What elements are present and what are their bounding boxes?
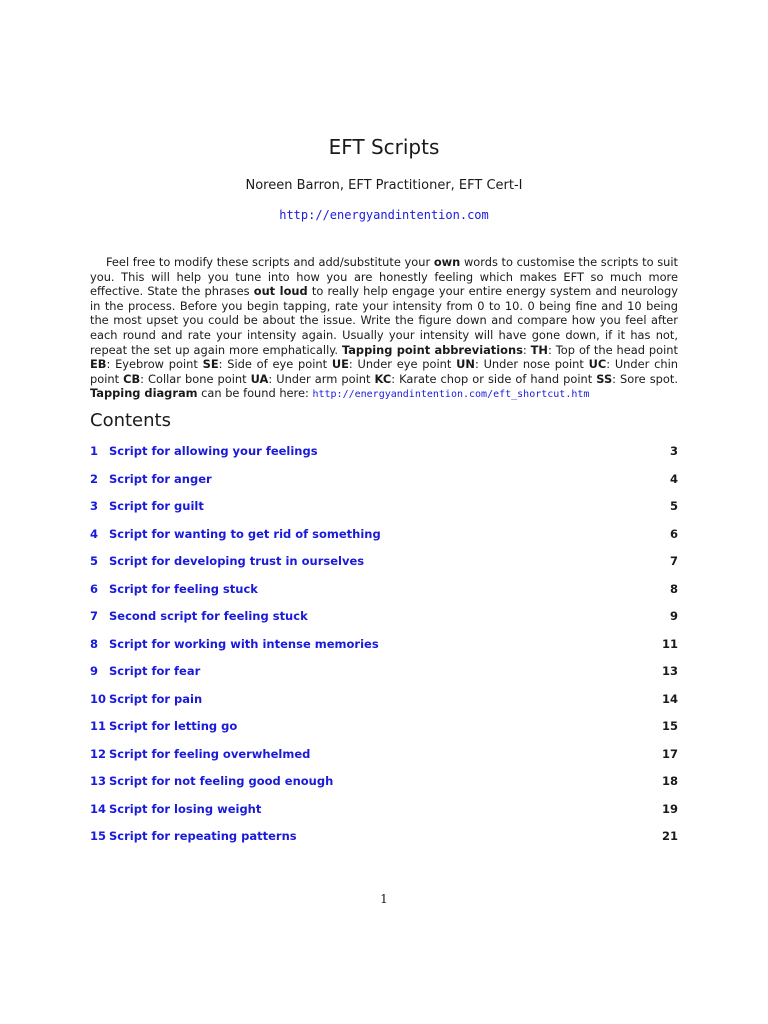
toc-page-number: 14 xyxy=(661,691,678,706)
toc-entry xyxy=(90,802,678,830)
toc-entry xyxy=(90,774,678,802)
abbrev-cb: CB xyxy=(123,371,141,386)
abbrev-ue: UE xyxy=(331,357,349,372)
toc-label: Script for wanting to get rid of something xyxy=(109,526,381,541)
toc-number: 4 xyxy=(90,526,99,541)
tapping-abbreviations-heading: Tapping point abbreviations xyxy=(341,342,523,357)
toc-link[interactable] xyxy=(90,472,212,486)
toc-page-number: 17 xyxy=(661,746,678,761)
toc-number: 3 xyxy=(90,499,99,513)
toc-entry xyxy=(90,527,678,555)
abstract-paragraph xyxy=(90,255,678,403)
toc-link[interactable] xyxy=(90,719,237,733)
toc-label: Script for fear xyxy=(109,664,201,678)
toc-page-number: 5 xyxy=(669,499,678,513)
toc-link[interactable] xyxy=(90,637,379,651)
toc-number: 12 xyxy=(90,746,107,761)
toc-label: Script for letting go xyxy=(109,719,238,733)
toc-number: 9 xyxy=(90,664,99,678)
emphasis-out-loud: out loud xyxy=(253,284,308,299)
page-number: 1 xyxy=(380,892,388,906)
toc-label: Script for losing weight xyxy=(109,801,262,816)
toc-page-number: 7 xyxy=(669,554,678,568)
toc-link[interactable] xyxy=(90,774,333,788)
abbrev-desc: : Collar bone point xyxy=(140,371,251,386)
toc-page-number: 13 xyxy=(661,664,678,678)
toc-link[interactable] xyxy=(90,664,200,678)
toc-page-number: 3 xyxy=(669,444,678,458)
abbrev-uc: UC xyxy=(588,357,607,372)
toc-entry xyxy=(90,444,678,472)
toc-entry xyxy=(90,719,678,747)
toc-link[interactable] xyxy=(90,499,204,513)
toc-page-number: 19 xyxy=(661,801,678,816)
abbrev-un: UN xyxy=(456,357,475,372)
toc-label: Script for not feeling good enough xyxy=(109,774,334,788)
abbrev-ss: SS xyxy=(596,371,613,386)
toc-number: 15 xyxy=(90,829,107,843)
toc-number: 14 xyxy=(90,801,107,816)
toc-link[interactable] xyxy=(90,582,258,596)
toc-page-number: 9 xyxy=(669,609,678,623)
contents-heading: Contents xyxy=(90,410,171,431)
toc-link[interactable] xyxy=(90,444,318,458)
table-of-contents xyxy=(90,444,678,857)
toc-entry xyxy=(90,499,678,527)
toc-entry xyxy=(90,692,678,720)
website-link[interactable]: http://energyandintention.com xyxy=(279,208,489,222)
abbrev-desc: : Under chin point xyxy=(90,357,678,386)
toc-link[interactable] xyxy=(90,829,297,843)
toc-number: 8 xyxy=(90,636,99,651)
toc-link[interactable] xyxy=(90,692,202,706)
abbrev-desc: : Under arm point xyxy=(268,371,375,386)
toc-entry xyxy=(90,554,678,582)
toc-number: 10 xyxy=(90,691,107,706)
toc-label: Script for feeling overwhelmed xyxy=(109,746,311,761)
toc-link[interactable] xyxy=(90,527,381,541)
tapping-diagram-label: Tapping diagram xyxy=(90,386,198,401)
toc-number: 11 xyxy=(90,719,107,733)
toc-entry xyxy=(90,609,678,637)
toc-page-number: 11 xyxy=(661,636,678,651)
abstract-text: Feel free to modify these scripts and add/substitute your xyxy=(106,255,434,269)
emphasis-own: own xyxy=(433,255,461,269)
author-line: Noreen Barron, EFT Practitioner, EFT Cert-I xyxy=(245,178,523,193)
toc-label: Script for feeling stuck xyxy=(109,581,258,596)
toc-page-number: 6 xyxy=(669,526,678,541)
abbrev-desc: : Sore spot. xyxy=(612,371,678,386)
abbrev-desc: : Under eye point xyxy=(348,357,457,372)
toc-link[interactable] xyxy=(90,747,310,761)
abbrev-se: SE xyxy=(202,357,219,372)
toc-number: 13 xyxy=(90,774,107,788)
abbrev-ua: UA xyxy=(250,371,269,386)
toc-link[interactable] xyxy=(90,802,261,816)
toc-page-number: 4 xyxy=(669,471,678,486)
abstract-text: to really help engage your entire energy system and neurology in the process. Before you begin tapping, rate your intensity from 0 to 10. 0 being fine and 10 being the most upset you could be about the issue. Write the figure down and compare how you feel after each round and rate your intensity again. Usually your intensity will have gone down, if it has not, repeat the set up again more emphatically. xyxy=(90,284,678,357)
toc-entry xyxy=(90,664,678,692)
toc-label: Script for developing trust in ourselves xyxy=(109,554,365,568)
toc-page-number: 18 xyxy=(661,774,678,788)
abbrev-desc: : Karate chop or side of hand point xyxy=(391,371,597,386)
toc-label: Script for pain xyxy=(109,691,203,706)
abbrev-desc: : Eyebrow point xyxy=(106,357,203,372)
toc-number: 6 xyxy=(90,581,99,596)
toc-label: Script for allowing your feelings xyxy=(109,444,318,458)
toc-entry xyxy=(90,637,678,665)
toc-label: Script for anger xyxy=(109,471,212,486)
document-title: EFT Scripts xyxy=(328,135,440,159)
toc-number: 2 xyxy=(90,471,99,486)
toc-label: Second script for feeling stuck xyxy=(109,609,308,623)
toc-entry xyxy=(90,829,678,857)
toc-link[interactable] xyxy=(90,609,308,623)
abbrev-desc: : Under nose point xyxy=(474,357,589,372)
toc-label: Script for guilt xyxy=(109,499,204,513)
toc-page-number: 15 xyxy=(661,719,678,733)
toc-number: 1 xyxy=(90,444,99,458)
toc-page-number: 8 xyxy=(669,581,678,596)
toc-label: Script for repeating patterns xyxy=(109,829,297,843)
toc-label: Script for working with intense memories xyxy=(109,636,379,651)
diagram-link[interactable]: http://energyandintention.com/eft_shortcut.htm xyxy=(312,389,590,401)
abstract-text: words to customise the scripts to suit you. This will help you tune into how you are honestly feeling which makes EFT so much more effective. State the phrases xyxy=(90,255,678,299)
toc-entry xyxy=(90,472,678,500)
abstract-text: : xyxy=(522,342,531,357)
toc-entry xyxy=(90,582,678,610)
abbrev-th: TH xyxy=(530,342,548,357)
abbrev-desc: : Top of the head point xyxy=(547,342,678,357)
abbrev-eb: EB xyxy=(90,357,107,372)
toc-number: 5 xyxy=(90,554,99,568)
toc-entry xyxy=(90,747,678,775)
abbrev-desc: : Side of eye point xyxy=(218,357,332,372)
toc-page-number: 21 xyxy=(661,829,678,843)
toc-link[interactable] xyxy=(90,554,364,568)
abstract-text: can be found here: xyxy=(197,386,313,401)
abbrev-kc: KC xyxy=(374,371,392,386)
toc-number: 7 xyxy=(90,609,99,623)
